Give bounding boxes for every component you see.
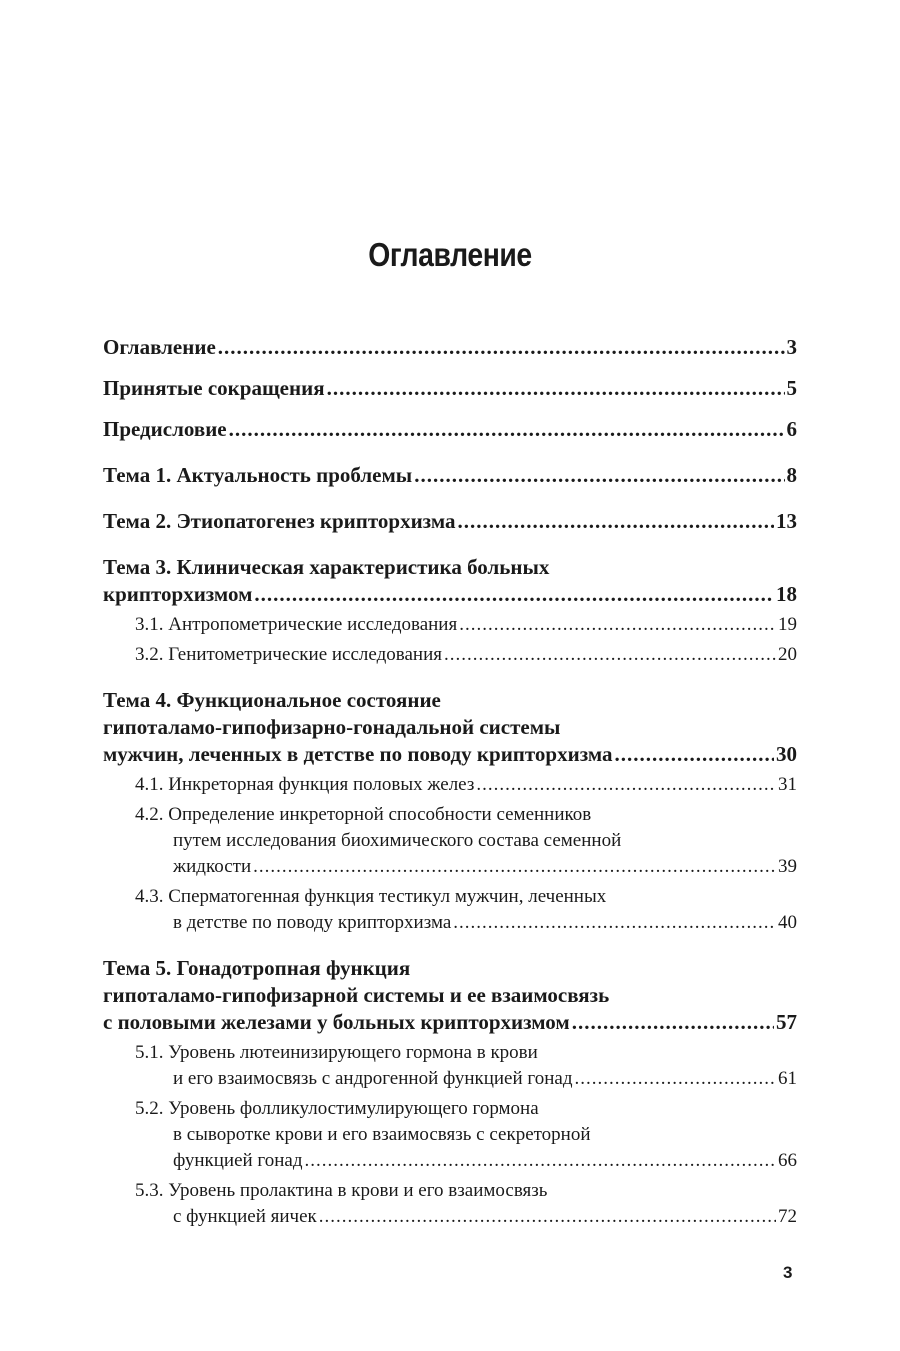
toc-page-number: 13: [776, 509, 797, 533]
dot-leader: [254, 581, 774, 608]
dot-leader: [305, 1148, 776, 1174]
dot-leader: [444, 642, 776, 668]
toc-entry[interactable]: [103, 508, 797, 535]
dot-leader: [319, 1204, 776, 1230]
toc-page-number: 3: [786, 335, 797, 359]
toc-entry-text: Предисловие: [103, 417, 227, 441]
toc-page-number: 57: [776, 1010, 797, 1034]
toc-entry-text: с функцией яичек: [173, 1206, 317, 1227]
dot-leader: [327, 375, 785, 402]
toc-entry-text: с половыми железами у больных крипторхизмом: [103, 1010, 570, 1034]
dot-leader: [457, 508, 774, 535]
toc-subentry[interactable]: [103, 1040, 797, 1092]
toc-entry-text: гипоталамо-гипофизарной системы и ее взаимосвязь: [103, 983, 610, 1007]
toc-entry-text: функцией гонад: [173, 1150, 303, 1171]
toc-page-number: 72: [778, 1206, 797, 1227]
toc-entry-text: Принятые сокращения: [103, 376, 325, 400]
dot-leader: [414, 462, 784, 489]
toc-page-number: 61: [778, 1068, 797, 1089]
toc-entry[interactable]: [103, 554, 797, 608]
toc-page-number: 6: [786, 417, 797, 441]
toc-entry[interactable]: [103, 462, 797, 489]
dot-leader: [459, 612, 776, 638]
toc-entry-text: и его взаимосвязь с андрогенной функцией гонад: [173, 1068, 573, 1089]
dot-leader: [575, 1066, 776, 1092]
toc-entry-text: Тема 2. Этиопатогенез крипторхизма: [103, 509, 456, 533]
toc-entry-text: в детстве по поводу крипторхизма: [173, 912, 452, 933]
toc-entry-text: Оглавление: [103, 335, 216, 359]
dot-leader: [229, 416, 785, 443]
toc-entry-text: крипторхизмом: [103, 582, 253, 606]
dot-leader: [453, 910, 776, 936]
toc-entry-text: гипоталамо-гипофизарно-гонадальной системы: [103, 715, 561, 739]
toc-entry-text: жидкости: [173, 856, 252, 877]
table-of-contents: [103, 334, 797, 1230]
toc-entry[interactable]: [103, 687, 797, 768]
dot-leader: [253, 854, 776, 880]
toc-page-number: 30: [776, 742, 797, 766]
toc-entry-text: 5.2. Уровень фолликулостимулирующего гормона: [135, 1098, 539, 1119]
toc-page-number: 20: [778, 644, 797, 665]
page-title: Оглавление: [368, 236, 532, 273]
dot-leader: [476, 772, 776, 798]
toc-subentry[interactable]: [103, 612, 797, 638]
toc-entry-text: 5.3. Уровень пролактина в крови и его взаимосвязь: [135, 1180, 548, 1201]
toc-page-number: 8: [786, 463, 797, 487]
toc-entry-text: в сыворотке крови и его взаимосвязь с секреторной: [173, 1124, 591, 1145]
toc-entry[interactable]: [103, 375, 797, 402]
toc-page-number: 66: [778, 1150, 797, 1171]
toc-entry-text: 4.2. Определение инкреторной способности семенников: [135, 804, 592, 825]
toc-page-number: 5: [786, 376, 797, 400]
toc-entry-text: Тема 3. Клиническая характеристика больных: [103, 555, 550, 579]
toc-page-number: 31: [778, 774, 797, 795]
dot-leader: [572, 1009, 774, 1036]
toc-subentry[interactable]: [103, 642, 797, 668]
page-number: 3: [783, 1263, 793, 1282]
toc-subentry[interactable]: [103, 1096, 797, 1174]
toc-page-number: 40: [778, 912, 797, 933]
toc-entry-text: 5.1. Уровень лютеинизирующего гормона в крови: [135, 1042, 538, 1063]
toc-entry-text: Тема 1. Актуальность проблемы: [103, 463, 413, 487]
toc-subentry[interactable]: [103, 1178, 797, 1230]
dot-leader: [218, 334, 785, 361]
toc-entry-text: путем исследования биохимического состава семенной: [173, 830, 622, 851]
toc-entry[interactable]: [103, 334, 797, 361]
toc-entry[interactable]: [103, 416, 797, 443]
toc-entry-text: 4.3. Сперматогенная функция тестикул мужчин, леченных: [135, 886, 607, 907]
toc-page-number: 18: [776, 582, 797, 606]
toc-entry-text: 4.1. Инкреторная функция половых желез: [135, 774, 475, 795]
toc-subentry[interactable]: [103, 772, 797, 798]
toc-subentry[interactable]: [103, 802, 797, 880]
toc-entry-text: 3.1. Антропометрические исследования: [135, 614, 458, 635]
toc-subentry[interactable]: [103, 884, 797, 936]
toc-page-number: 39: [778, 856, 797, 877]
toc-entry-text: Тема 4. Функциональное состояние: [103, 688, 441, 712]
toc-page-number: 19: [778, 614, 797, 635]
toc-entry[interactable]: [103, 955, 797, 1036]
toc-entry-text: 3.2. Генитометрические исследования: [135, 644, 442, 665]
dot-leader: [615, 741, 774, 768]
toc-entry-text: Тема 5. Гонадотропная функция: [103, 956, 411, 980]
toc-entry-text: мужчин, леченных в детстве по поводу крипторхизма: [103, 742, 613, 766]
